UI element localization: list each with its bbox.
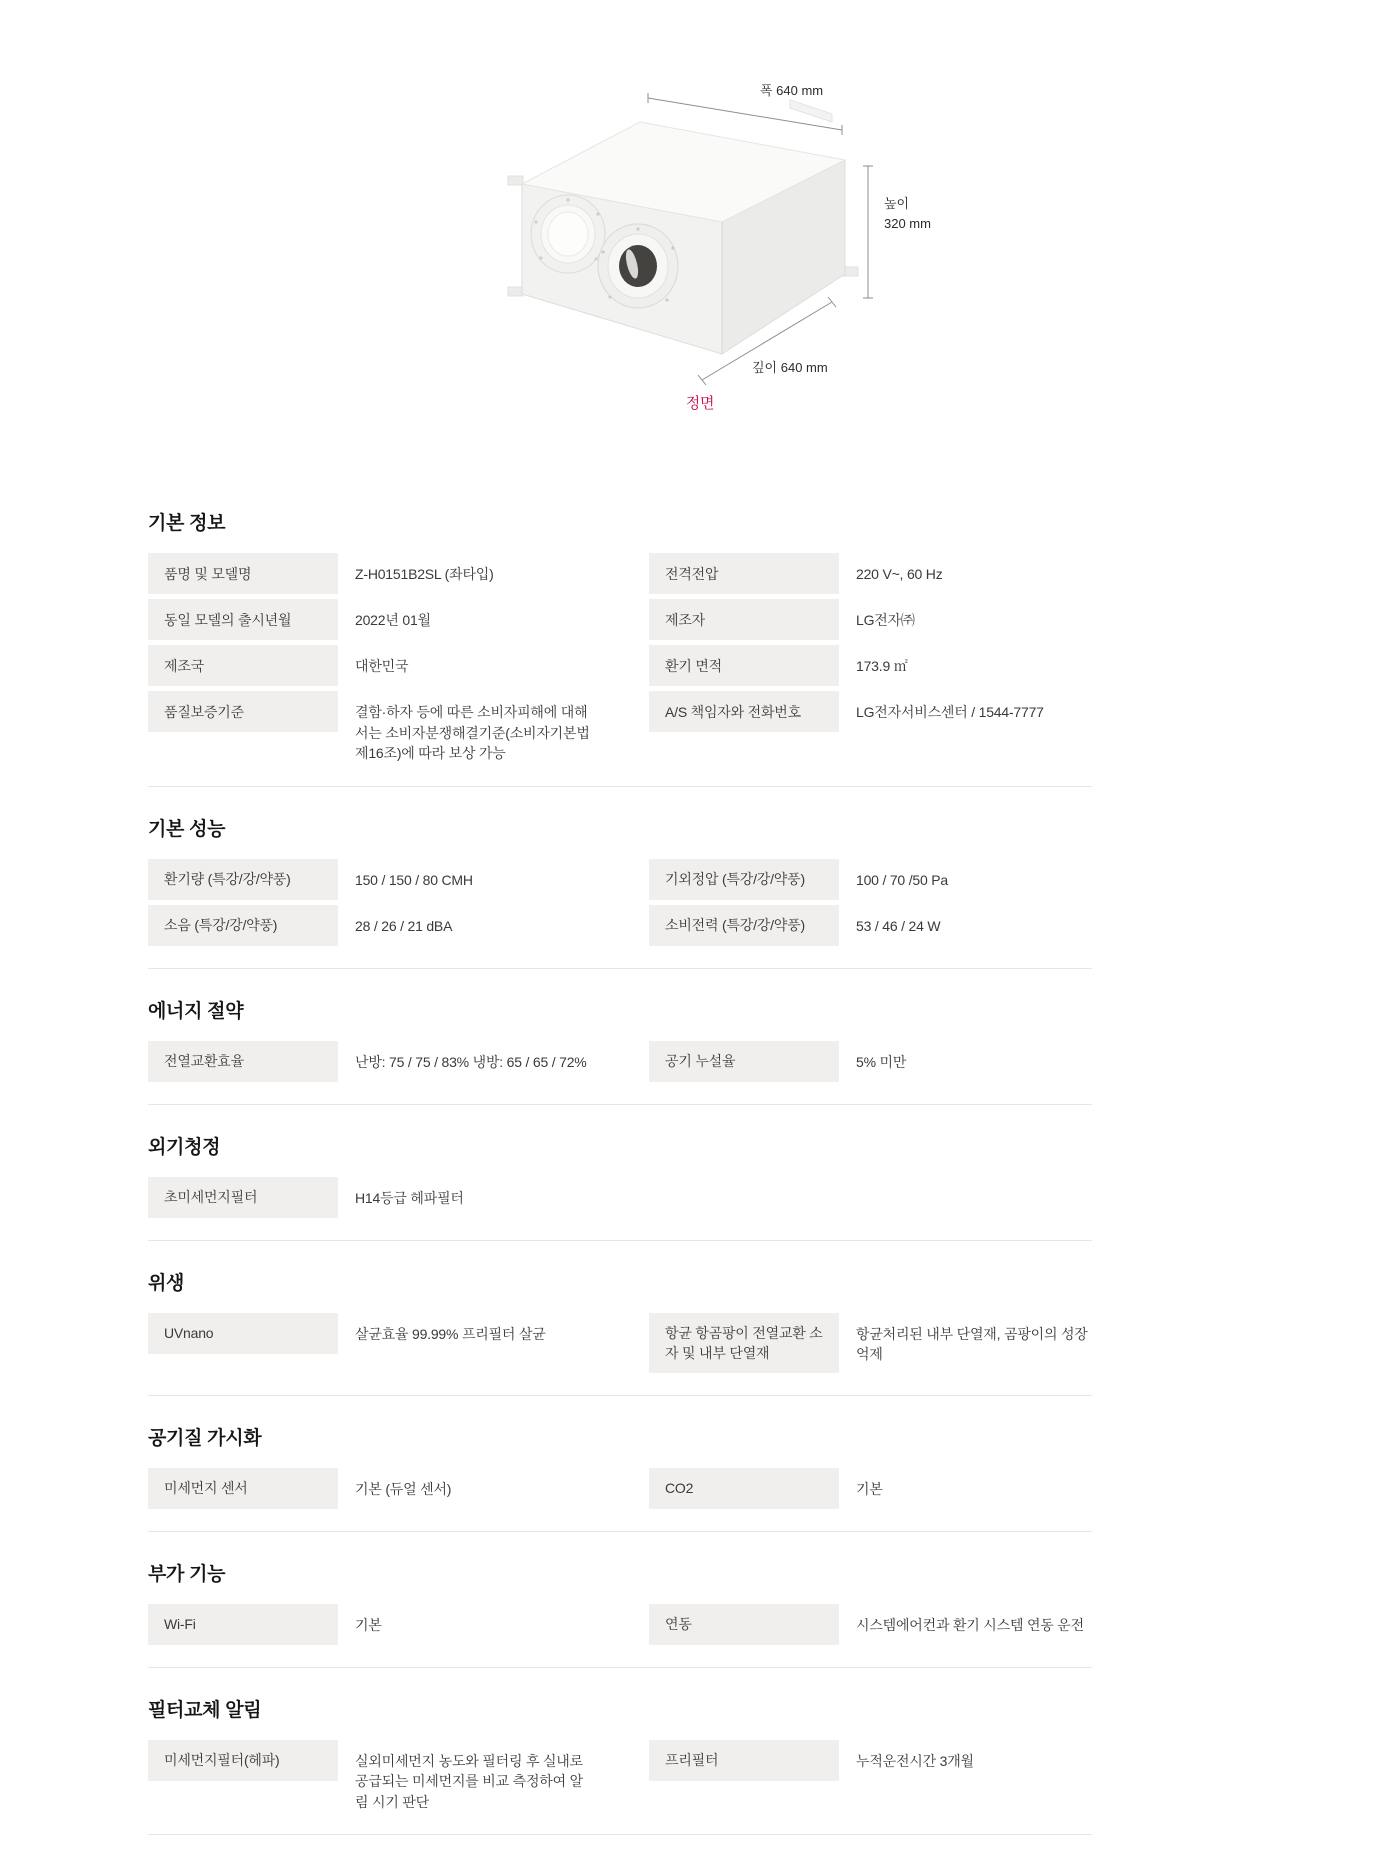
spec-label: 품명 및 모델명 — [148, 553, 338, 594]
spec-value: 실외미세먼지 농도와 필터링 후 실내로 공급되는 미세먼지를 비교 측정하여 알림 시기 판단 — [355, 1752, 583, 1810]
spec-value: 220 V~, 60 Hz — [856, 566, 943, 582]
spec-value: 5% 미만 — [856, 1053, 907, 1070]
spec-value: 시스템에어컨과 환기 시스템 연동 운전 — [856, 1616, 1084, 1633]
spec-label: 소비전력 (특강/강/약풍) — [649, 905, 839, 946]
table-row — [148, 553, 591, 594]
table-row — [148, 859, 591, 900]
top-duct-stub — [790, 100, 832, 122]
table-row — [148, 1313, 591, 1354]
depth-dimension-label: 깊이 640 mm — [752, 360, 828, 375]
spec-value: H14등급 헤파필터 — [355, 1189, 464, 1206]
table-row — [649, 1468, 1092, 1509]
section-hygiene — [148, 1241, 1092, 1396]
spec-label: 제조국 — [148, 645, 338, 686]
table-row — [148, 599, 591, 640]
spec-area — [148, 413, 1092, 1835]
product-illustration — [440, 62, 960, 392]
table-row — [148, 1468, 591, 1509]
section-air-quality-visualization — [148, 1396, 1092, 1532]
spec-value: 28 / 26 / 21 dBA — [355, 917, 453, 934]
spec-value: Z-H0151B2SL (좌타입) — [355, 566, 494, 582]
spec-value: 대한민국 — [355, 658, 409, 674]
spec-value: 살균효율 99.99% 프리필터 살균 — [355, 1325, 546, 1342]
table-row — [649, 645, 1092, 686]
spec-value: LG전자서비스센터 / 1544-7777 — [856, 704, 1044, 720]
spec-label: 연동 — [649, 1604, 839, 1645]
spec-label: CO2 — [649, 1468, 839, 1509]
section-title: 기본 정보 — [148, 513, 226, 534]
spec-value: 누적운전시간 3개월 — [856, 1752, 974, 1769]
section-filter-replacement-alert — [148, 1668, 1092, 1836]
height-dimension-line — [863, 166, 873, 298]
spec-label: 품질보증기준 — [148, 691, 338, 732]
spec-label: 초미세먼지필터 — [148, 1177, 338, 1218]
spec-label: 동일 모델의 출시년월 — [148, 599, 338, 640]
spec-label: 기외정압 (특강/강/약풍) — [649, 859, 839, 900]
section-title: 에너지 절약 — [148, 1000, 244, 1022]
height-dimension-label-value: 320 mm — [884, 216, 931, 231]
spec-value: 100 / 70 /50 Pa — [856, 871, 948, 888]
section-energy-saving — [148, 969, 1092, 1105]
spec-value: 난방: 75 / 75 / 83% 냉방: 65 / 65 / 72% — [355, 1053, 587, 1070]
spec-value: 2022년 01월 — [355, 612, 431, 628]
spec-value: 53 / 46 / 24 W — [856, 917, 941, 934]
table-row — [649, 599, 1092, 640]
width-dimension-label: 폭 640 mm — [760, 83, 824, 98]
table-row — [649, 1740, 1092, 1781]
spec-label: Wi-Fi — [148, 1604, 338, 1645]
section-title: 기본 성능 — [148, 818, 226, 840]
spec-value: 기본 (듀얼 센서) — [355, 1480, 452, 1497]
spec-label: 전열교환효율 — [148, 1041, 338, 1082]
table-row — [148, 645, 591, 686]
table-row — [649, 905, 1092, 946]
section-additional-features — [148, 1532, 1092, 1668]
spec-value: 항균처리된 내부 단열재, 곰팡이의 성장 억제 — [856, 1325, 1088, 1362]
section-title: 필터교체 알림 — [148, 1699, 262, 1721]
section-basic-performance — [148, 787, 1092, 969]
spec-value: 결함·하자 등에 따른 소비자피해에 대해서는 소비자분쟁해결기준(소비자기본법 제16조)에 따라 보상 가능 — [355, 704, 590, 761]
spec-label: 전격전압 — [649, 553, 839, 594]
mounting-tab — [508, 287, 523, 296]
spec-label: 환기량 (특강/강/약풍) — [148, 859, 338, 900]
spec-label: 제조자 — [649, 599, 839, 640]
table-row — [649, 1604, 1092, 1645]
table-row — [649, 1041, 1092, 1082]
section-basic-info — [148, 413, 1092, 787]
section-title: 위생 — [148, 1272, 185, 1294]
height-dimension-label: 높이 — [884, 196, 910, 211]
section-title: 부가 기능 — [148, 1563, 226, 1585]
mounting-tab — [508, 176, 523, 185]
spec-value: 기본 — [355, 1616, 382, 1633]
section-outdoor-air-cleaning — [148, 1105, 1092, 1241]
spec-label: 프리필터 — [649, 1740, 839, 1781]
spec-label: 소음 (특강/강/약풍) — [148, 905, 338, 946]
table-row — [148, 1604, 591, 1645]
spec-value: 기본 — [856, 1480, 883, 1497]
table-row — [148, 1177, 591, 1218]
spec-label: 미세먼지 센서 — [148, 1468, 338, 1509]
spec-label: 공기 누설율 — [649, 1041, 839, 1082]
product-figure — [440, 62, 960, 413]
table-row — [148, 691, 591, 764]
table-row — [148, 1041, 591, 1082]
table-row — [649, 553, 1092, 594]
table-row — [649, 691, 1092, 732]
spec-label: A/S 책임자와 전화번호 — [649, 691, 839, 732]
figure-caption: 정면 — [685, 395, 715, 412]
spec-value: LG전자㈜ — [856, 612, 915, 628]
spec-value: 150 / 150 / 80 CMH — [355, 871, 473, 888]
duct-port-2 — [598, 224, 678, 308]
spec-label: UVnano — [148, 1313, 338, 1354]
spec-value: 173.9 ㎡ — [856, 658, 908, 674]
duct-port-1 — [531, 195, 605, 273]
table-row — [649, 1313, 1092, 1373]
spec-label: 미세먼지필터(헤파) — [148, 1740, 338, 1781]
table-row — [148, 1740, 591, 1813]
section-title: 공기질 가시화 — [148, 1427, 262, 1449]
section-title: 외기청정 — [148, 1136, 221, 1158]
table-row — [649, 859, 1092, 900]
spec-label: 항균 항곰팡이 전열교환 소자 및 내부 단열재 — [649, 1313, 839, 1373]
spec-label: 환기 면적 — [649, 645, 839, 686]
table-row — [148, 905, 591, 946]
